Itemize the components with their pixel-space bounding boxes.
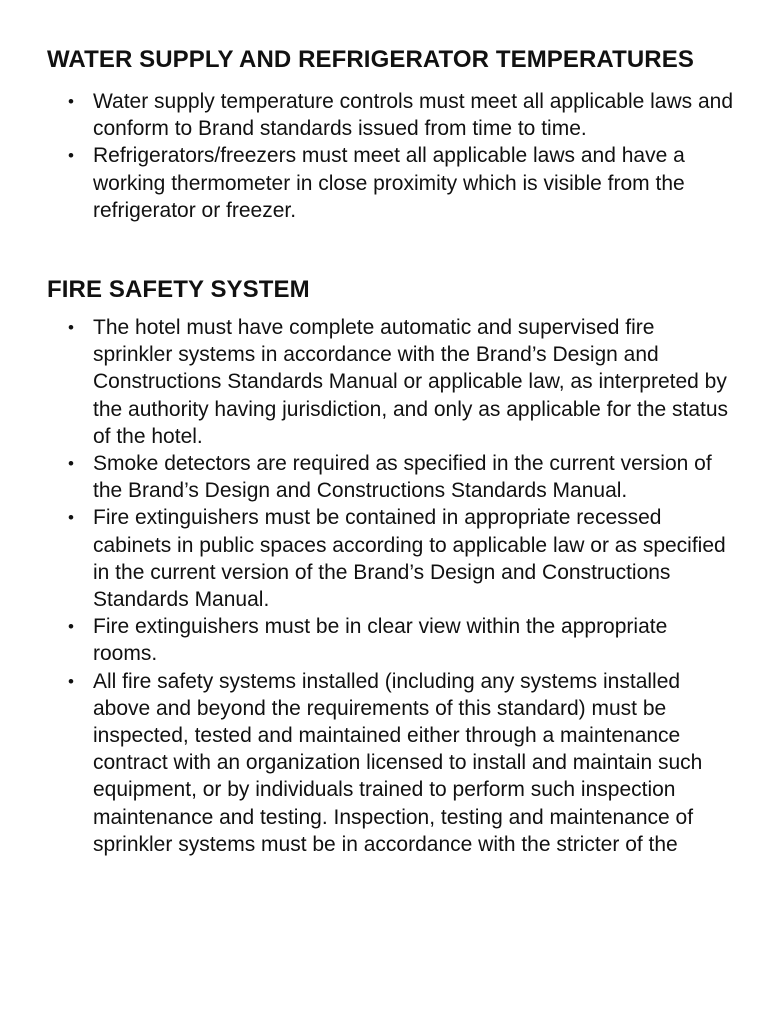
bullet-icon: • (68, 671, 74, 691)
list-item-text: Water supply temperature controls must meet all applicable laws and conform to Brand standards issued from time to time. (93, 90, 734, 141)
section-heading-water-supply: WATER SUPPLY AND REFRIGERATOR TEMPERATURES (47, 46, 694, 73)
section-heading-fire-safety: FIRE SAFETY SYSTEM (47, 276, 310, 304)
list-item (47, 88, 737, 142)
bullet-icon: • (68, 454, 74, 474)
fire-safety-list (47, 314, 737, 858)
list-item-text: Smoke detectors are required as specified in the current version of the Brand’s Design and Constructions Standards Manual. (93, 452, 712, 503)
list-item (47, 668, 737, 858)
list-item (47, 504, 737, 613)
list-item (47, 613, 737, 667)
document-page (47, 44, 737, 858)
bullet-icon: • (68, 92, 74, 111)
bullet-icon: • (68, 146, 74, 166)
bullet-icon: • (68, 318, 74, 338)
bullet-icon: • (68, 508, 74, 528)
list-item (47, 142, 737, 224)
list-item-text: The hotel must have complete automatic and supervised fire sprinkler systems in accordance with the Brand’s Design and Constructions Standards Manual or applicable law, as interpreted by the authority having jurisdiction, and only as applicable for the status of the hotel. (93, 316, 729, 448)
list-item-text: Fire extinguishers must be contained in appropriate recessed cabinets in public spaces according to applicable law or as specified in the current version of the Brand’s Design and Constructions Standards Manual. (93, 506, 726, 612)
list-item (47, 314, 737, 450)
water-supply-list (47, 88, 737, 224)
list-item-text: Fire extinguishers must be in clear view within the appropriate rooms. (93, 615, 668, 666)
list-item-text: Refrigerators/freezers must meet all applicable laws and have a working thermometer in close proximity which is visible from the refrigerator or freezer. (93, 144, 685, 222)
list-item (47, 450, 737, 504)
bullet-icon: • (68, 617, 74, 637)
list-item-text: All fire safety systems installed (including any systems installed above and beyond the requirements of this standard) must be inspected, tested and maintained either through a maintenance contract with an organization licensed to install and maintain such equipment, or by individuals trained to perform such inspection maintenance and testing. Inspection, testing and maintenance of sprinkler systems must be in accordance with the stricter of the (93, 669, 703, 856)
